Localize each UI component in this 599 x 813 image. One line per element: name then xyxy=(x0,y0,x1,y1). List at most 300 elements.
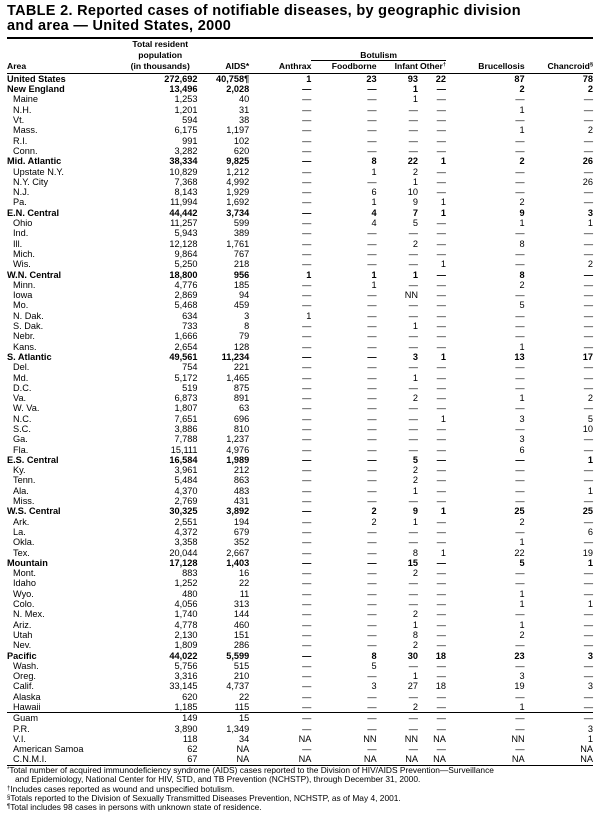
cell-other: 1 xyxy=(440,156,446,167)
cell-chan: 2 xyxy=(587,393,593,404)
cell-chan: — xyxy=(583,619,593,630)
report-page xyxy=(7,4,593,813)
cell-food: — xyxy=(367,145,377,156)
cell-area: Minn. xyxy=(13,279,36,290)
cell-other: 1 xyxy=(440,506,446,517)
cell-food: — xyxy=(367,434,377,445)
cell-aids: 460 xyxy=(233,619,250,630)
cell-anthrax: NA xyxy=(298,754,312,765)
cell-other: 1 xyxy=(440,197,446,208)
cell-other: — xyxy=(436,115,446,126)
cell-area: Tenn. xyxy=(13,475,36,486)
cell-chan: — xyxy=(583,578,593,589)
cell-other: — xyxy=(436,341,446,352)
cell-other: 1 xyxy=(440,207,446,218)
cell-aids: 4,737 xyxy=(226,681,250,692)
cell-pop: 62 xyxy=(187,744,198,755)
cell-anthrax: — xyxy=(302,187,312,198)
cell-aids: 94 xyxy=(239,290,250,301)
cell-aids: 63 xyxy=(239,403,250,414)
cell-aids: 22 xyxy=(239,578,250,589)
header-foodborne: Foodborne xyxy=(331,60,377,71)
cell-pop: 5,250 xyxy=(174,259,198,270)
cell-infant: — xyxy=(408,599,418,610)
cell-pop: 5,172 xyxy=(174,372,198,383)
table-title xyxy=(7,4,593,34)
table-title-line-2: and area — United States, 2000 xyxy=(7,18,232,34)
cell-infant: NN xyxy=(404,733,418,744)
cell-food: — xyxy=(367,362,377,373)
cell-area: S. Dak. xyxy=(13,321,44,332)
table-row xyxy=(7,517,593,527)
cell-food: NN xyxy=(363,733,377,744)
cell-aids: 144 xyxy=(233,609,250,620)
cell-infant: — xyxy=(408,382,418,393)
cell-area: V.I. xyxy=(13,733,26,744)
cell-chan: — xyxy=(583,321,593,332)
table-row xyxy=(7,640,593,650)
cell-food: — xyxy=(367,238,377,249)
cell-area: E.S. Central xyxy=(7,454,59,465)
footnote-continuation: and Epidemiology, National Center for HIV, STD, and TB Prevention (NCHSTP), through December 31, 2000. xyxy=(15,774,421,785)
cell-food: — xyxy=(367,393,377,404)
cell-infant: 2 xyxy=(412,702,418,712)
cell-area: Va. xyxy=(13,393,27,404)
cell-pop: 67 xyxy=(187,754,198,765)
cell-anthrax: — xyxy=(302,619,312,630)
cell-anthrax: — xyxy=(302,485,312,496)
cell-pop: 7,788 xyxy=(174,434,198,445)
header-pop-line-3: (in thousands) xyxy=(130,60,190,71)
cell-anthrax: — xyxy=(302,331,312,342)
cell-infant: — xyxy=(408,125,418,136)
cell-infant: — xyxy=(408,423,418,434)
cell-bru: 5 xyxy=(519,300,525,311)
table-row xyxy=(7,331,593,341)
table-row xyxy=(7,342,593,352)
cell-anthrax: — xyxy=(302,166,312,177)
cell-pop: 11,257 xyxy=(170,218,198,229)
cell-food: — xyxy=(367,176,377,187)
cell-bru: 2 xyxy=(519,84,525,95)
cell-pop: 3,316 xyxy=(174,671,198,682)
header-aids: AIDS* xyxy=(225,60,250,71)
cell-other: — xyxy=(436,104,446,115)
cell-infant: 1 xyxy=(412,176,418,187)
cell-food: — xyxy=(367,547,377,558)
cell-food: 5 xyxy=(371,660,377,671)
table-row xyxy=(7,630,593,640)
cell-bru: — xyxy=(515,691,525,702)
cell-pop: 4,370 xyxy=(174,485,198,496)
cell-anthrax: 1 xyxy=(306,73,312,84)
header-other: Other† xyxy=(419,60,446,71)
cell-food: — xyxy=(367,485,377,496)
cell-bru: — xyxy=(515,115,525,126)
cell-anthrax: — xyxy=(302,434,312,445)
cell-food: — xyxy=(367,691,377,702)
cell-chan: — xyxy=(583,702,593,712)
cell-bru: 22 xyxy=(514,547,525,558)
cell-pop: 2,654 xyxy=(174,341,198,352)
table-row xyxy=(7,362,593,372)
cell-infant: 1 xyxy=(412,619,418,630)
table-row xyxy=(7,713,593,724)
cell-chan: 19 xyxy=(582,547,593,558)
cell-aids: 151 xyxy=(233,629,250,640)
cell-chan: — xyxy=(583,629,593,640)
cell-other: NA xyxy=(433,754,446,765)
cell-pop: 480 xyxy=(182,588,198,599)
cell-infant: — xyxy=(408,362,418,373)
cell-food: — xyxy=(367,619,377,630)
cell-anthrax: — xyxy=(302,691,312,702)
cell-chan: — xyxy=(583,444,593,455)
cell-chan: — xyxy=(583,115,593,126)
table-row xyxy=(7,609,593,619)
cell-food: — xyxy=(367,290,377,301)
cell-food: 1 xyxy=(371,269,377,280)
cell-anthrax: — xyxy=(302,413,312,424)
cell-area: Conn. xyxy=(13,145,38,156)
cell-other: — xyxy=(436,444,446,455)
table-row xyxy=(7,239,593,249)
cell-chan: — xyxy=(583,341,593,352)
table-row xyxy=(7,445,593,455)
cell-area: Ga. xyxy=(13,434,28,445)
cell-chan: — xyxy=(583,145,593,156)
cell-infant: — xyxy=(408,413,418,424)
cell-bru: — xyxy=(515,465,525,476)
cell-area: American Samoa xyxy=(13,744,84,755)
header-brucellosis: Brucellosis xyxy=(478,60,525,71)
cell-bru: 2 xyxy=(519,629,525,640)
cell-other: — xyxy=(436,290,446,301)
cell-infant: 3 xyxy=(412,351,418,362)
cell-infant: — xyxy=(408,578,418,589)
cell-other: — xyxy=(436,609,446,620)
cell-chan: — xyxy=(583,465,593,476)
cell-bru: 2 xyxy=(519,279,525,290)
cell-infant: 1 xyxy=(412,516,418,527)
cell-other: — xyxy=(436,238,446,249)
cell-aids: 3,734 xyxy=(226,207,250,218)
cell-food: 6 xyxy=(371,187,377,198)
cell-bru: — xyxy=(515,496,525,507)
table-row xyxy=(7,465,593,475)
cell-chan: 3 xyxy=(587,723,593,734)
cell-chan: 2 xyxy=(587,125,593,136)
cell-pop: 149 xyxy=(123,713,198,724)
cell-aids: 1,403 xyxy=(226,557,250,568)
cell-bru: — xyxy=(515,135,525,146)
cell-infant: 1 xyxy=(412,84,418,95)
cell-infant: 8 xyxy=(412,629,418,640)
cell-pop: 30,325 xyxy=(169,506,198,517)
cell-chan: — xyxy=(583,94,593,105)
cell-food: — xyxy=(367,341,377,352)
cell-pop: 12,128 xyxy=(169,238,198,249)
cell-anthrax: — xyxy=(302,218,312,229)
cell-chan: 5 xyxy=(587,413,593,424)
notifiable-diseases-table xyxy=(7,39,593,765)
cell-food: — xyxy=(367,588,377,599)
cell-anthrax: — xyxy=(302,599,312,610)
cell-food: 4 xyxy=(371,218,377,229)
cell-area: Ill. xyxy=(13,238,23,249)
cell-bru: — xyxy=(515,290,525,301)
cell-bru: 1 xyxy=(519,588,525,599)
cell-food: — xyxy=(367,248,377,259)
cell-bru: — xyxy=(515,382,525,393)
cell-infant: 2 xyxy=(412,609,418,620)
cell-pop: 38,334 xyxy=(169,156,198,167)
cell-chan: 1 xyxy=(587,485,593,496)
table-row xyxy=(7,167,593,177)
cell-bru: — xyxy=(515,578,525,589)
cell-food: — xyxy=(367,372,377,383)
cell-pop: 118 xyxy=(182,733,198,744)
cell-anthrax: — xyxy=(302,104,312,115)
cell-infant: — xyxy=(408,588,418,599)
table-row xyxy=(7,424,593,434)
cell-anthrax: — xyxy=(302,557,312,568)
cell-infant: 2 xyxy=(412,166,418,177)
table-row xyxy=(7,383,593,393)
table-row xyxy=(7,300,593,310)
header-anthrax: Anthrax xyxy=(278,60,312,71)
cell-infant: — xyxy=(408,104,418,115)
cell-pop: 3,886 xyxy=(174,423,198,434)
cell-anthrax: — xyxy=(302,279,312,290)
cell-aids: 40,758¶ xyxy=(216,73,250,84)
cell-aids: 956 xyxy=(233,269,250,280)
cell-pop: 883 xyxy=(182,568,198,579)
cell-other: — xyxy=(436,691,446,702)
cell-chan: 17 xyxy=(582,351,593,362)
cell-infant: 7 xyxy=(412,207,418,218)
cell-pop: 1,809 xyxy=(174,640,198,651)
cell-food: — xyxy=(367,321,377,332)
cell-chan: — xyxy=(583,166,593,177)
cell-other: 1 xyxy=(440,413,446,424)
table-row xyxy=(7,434,593,444)
cell-chan: — xyxy=(583,496,593,507)
cell-aids: 34 xyxy=(239,733,250,744)
cell-anthrax: 1 xyxy=(306,310,312,321)
cell-anthrax: — xyxy=(302,640,312,651)
table-row xyxy=(7,578,593,588)
cell-food: — xyxy=(367,671,377,682)
cell-infant: 8 xyxy=(412,547,418,558)
cell-infant: 2 xyxy=(412,568,418,579)
cell-other: — xyxy=(436,723,446,734)
cell-chan: — xyxy=(583,187,593,198)
cell-chan: — xyxy=(583,279,593,290)
header-botulism: Botulism xyxy=(311,49,446,60)
cell-anthrax: — xyxy=(302,496,312,507)
cell-food: — xyxy=(367,444,377,455)
cell-area: S.C. xyxy=(13,423,31,434)
cell-pop: 1,807 xyxy=(174,403,198,414)
table-row xyxy=(7,589,593,599)
cell-anthrax: — xyxy=(302,341,312,352)
cell-bru: 3 xyxy=(519,434,525,445)
table-row xyxy=(7,661,593,671)
table-row-division xyxy=(7,84,593,94)
cell-area: W. Va. xyxy=(13,403,40,414)
cell-other: — xyxy=(436,744,446,755)
cell-pop: 4,372 xyxy=(174,526,198,537)
table-row xyxy=(7,280,593,290)
cell-aids: 212 xyxy=(233,465,250,476)
cell-chan: — xyxy=(583,362,593,373)
cell-pop: 519 xyxy=(182,382,198,393)
cell-anthrax: — xyxy=(302,300,312,311)
cell-anthrax: — xyxy=(302,94,312,105)
cell-chan: — xyxy=(583,382,593,393)
table-row xyxy=(7,414,593,424)
cell-other: — xyxy=(436,248,446,259)
cell-anthrax: — xyxy=(302,403,312,414)
table-row xyxy=(7,393,593,403)
cell-other: — xyxy=(436,331,446,342)
cell-bru: — xyxy=(515,485,525,496)
cell-food: — xyxy=(367,454,377,465)
cell-area: Calif. xyxy=(13,681,34,692)
cell-bru: 5 xyxy=(519,557,525,568)
table-row xyxy=(7,527,593,537)
header-infant: Infant xyxy=(394,60,418,71)
cell-food: — xyxy=(367,723,377,734)
cell-infant: — xyxy=(408,660,418,671)
cell-aids: 1,197 xyxy=(226,125,250,136)
cell-chan: 10 xyxy=(582,423,593,434)
cell-bru: NA xyxy=(511,754,525,765)
table-row xyxy=(7,681,593,691)
cell-chan: 1 xyxy=(587,454,593,465)
cell-aids: NA xyxy=(236,744,250,755)
cell-bru: — xyxy=(515,331,525,342)
cell-chan: 26 xyxy=(582,176,593,187)
cell-aids: 1,989 xyxy=(226,454,250,465)
cell-food: — xyxy=(367,744,377,755)
cell-aids: 875 xyxy=(233,382,250,393)
table-row xyxy=(7,734,593,744)
cell-aids: 810 xyxy=(233,423,250,434)
table-row-division xyxy=(7,352,593,362)
cell-aids: 620 xyxy=(233,145,250,156)
cell-infant: 27 xyxy=(407,681,418,692)
cell-bru: 1 xyxy=(519,125,525,136)
cell-chan: — xyxy=(583,475,593,486)
cell-area: Iowa xyxy=(13,290,33,301)
cell-aids: 210 xyxy=(233,671,250,682)
cell-chan: 1 xyxy=(587,218,593,229)
cell-pop: 7,368 xyxy=(174,176,198,187)
cell-anthrax: — xyxy=(302,238,312,249)
cell-food: — xyxy=(367,84,377,95)
cell-other: 1 xyxy=(440,351,446,362)
cell-infant: 2 xyxy=(412,465,418,476)
cell-area: Hawaii xyxy=(13,702,41,712)
cell-bru: — xyxy=(515,362,525,373)
cell-anthrax: 1 xyxy=(306,269,312,280)
cell-area: La. xyxy=(13,526,26,537)
table-row xyxy=(7,496,593,506)
cell-aids: 185 xyxy=(233,279,250,290)
cell-bru: — xyxy=(515,723,525,734)
table-row xyxy=(7,754,593,764)
cell-area: Wash. xyxy=(13,660,39,671)
table-row xyxy=(7,724,593,734)
cell-area: Tex. xyxy=(13,547,30,558)
cell-anthrax: — xyxy=(302,84,312,95)
cell-infant: — xyxy=(408,434,418,445)
cell-anthrax: — xyxy=(302,362,312,373)
cell-infant: 93 xyxy=(407,73,418,84)
cell-anthrax: — xyxy=(302,145,312,156)
table-row-division xyxy=(7,208,593,218)
cell-food: — xyxy=(367,496,377,507)
cell-aids: 11,234 xyxy=(221,351,250,362)
cell-aids: 1,929 xyxy=(226,187,250,198)
cell-area: Maine xyxy=(13,94,39,105)
cell-food: NA xyxy=(363,754,377,765)
table-row-division xyxy=(7,651,593,661)
cell-pop: 7,651 xyxy=(174,413,198,424)
cell-aids: 8 xyxy=(244,321,250,332)
cell-chan: — xyxy=(583,660,593,671)
cell-aids: 767 xyxy=(233,248,250,259)
cell-other: 1 xyxy=(440,547,446,558)
cell-food: — xyxy=(367,403,377,414)
cell-area: Mich. xyxy=(13,248,35,259)
cell-other: — xyxy=(436,125,446,136)
cell-chan: — xyxy=(583,516,593,527)
cell-food: — xyxy=(367,331,377,342)
table-row xyxy=(7,259,593,269)
cell-other: — xyxy=(436,187,446,198)
cell-chan: 6 xyxy=(587,526,593,537)
cell-chan: — xyxy=(583,269,593,280)
table-row xyxy=(7,486,593,496)
cell-anthrax: — xyxy=(302,444,312,455)
cell-area: Idaho xyxy=(13,578,36,589)
cell-area: Mid. Atlantic xyxy=(7,156,62,167)
cell-anthrax: — xyxy=(302,115,312,126)
cell-bru: 25 xyxy=(514,506,525,517)
cell-other: — xyxy=(436,393,446,404)
table-row xyxy=(7,744,593,754)
cell-bru: — xyxy=(515,372,525,383)
cell-area: C.N.M.I. xyxy=(13,754,47,765)
cell-bru: — xyxy=(515,228,525,239)
cell-pop: 10,829 xyxy=(169,166,198,177)
cell-anthrax: — xyxy=(302,588,312,599)
cell-pop: 3,282 xyxy=(174,145,198,156)
cell-aids: 389 xyxy=(233,228,250,239)
cell-food: — xyxy=(367,599,377,610)
cell-other: — xyxy=(436,310,446,321)
cell-anthrax: — xyxy=(302,393,312,404)
cell-food: — xyxy=(367,104,377,115)
cell-infant: — xyxy=(408,115,418,126)
cell-anthrax: — xyxy=(302,547,312,558)
cell-other: — xyxy=(436,176,446,187)
cell-pop: 2,130 xyxy=(174,629,198,640)
cell-infant: 5 xyxy=(412,218,418,229)
